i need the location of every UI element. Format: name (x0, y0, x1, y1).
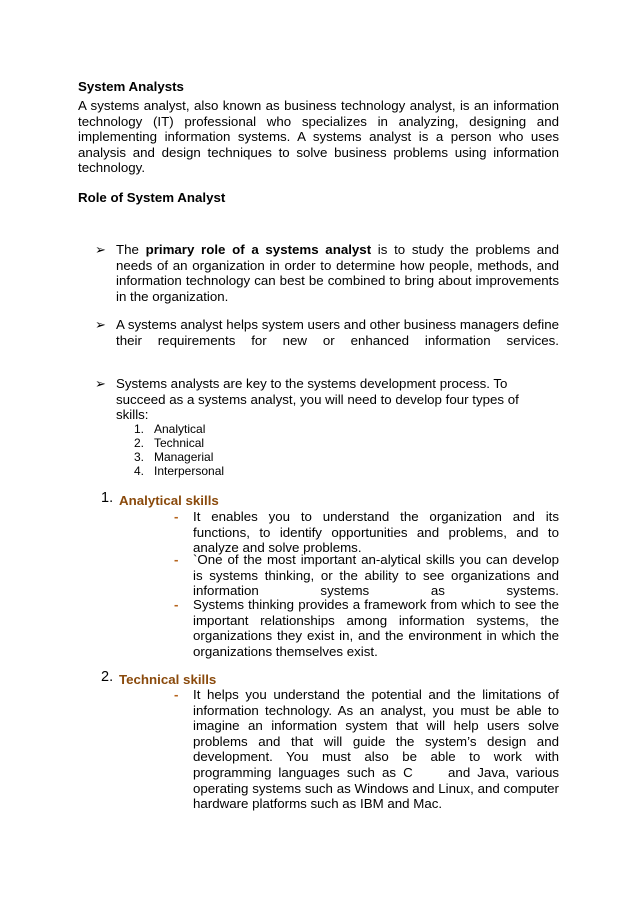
role-bullet-3: Systems analysts are key to the systems development process. To succeed as a systems analyst, you will need to develop four types of skills: (116, 376, 519, 423)
arrow-bullet-icon: ➢ (95, 317, 106, 332)
list-number: 3. (134, 450, 145, 464)
list-item (134, 450, 224, 464)
list-label: Technical (154, 436, 205, 450)
analytical-point-3: Systems thinking provides a framework from which to see the important relationships among information systems, the organizations they exist in, and the environment in which the organizations themselves exist. (193, 597, 559, 659)
list-label: Managerial (154, 450, 214, 464)
role-bullet-2: A systems analyst helps system users and other business managers define their requirements for new or enhanced information services. (116, 317, 559, 348)
dash-bullet-icon: - (174, 687, 179, 702)
analytical-point-1: It enables you to understand the organization and its functions, to identify opportunities and problems, and to analyze and solve problems. (193, 509, 559, 556)
bullet-text: The (116, 242, 146, 257)
technical-point-1: It helps you understand the potential and the limitations of information technology. As an analyst, you must be able to imagine an information system that will help users solve problems and that will guide the system’s design and development. You must also be able to work with programming languages such as C and Java, various operating systems such as Windows and Linux, and computer hardware platforms such as IBM and Mac. (193, 687, 563, 812)
list-number: 1. (134, 422, 145, 436)
bullet-emphasis: primary role of a systems analyst (145, 242, 372, 257)
list-item (134, 436, 224, 450)
analytical-point-2 (193, 552, 559, 599)
section-title-analytical: Analytical skills (119, 493, 219, 508)
list-number: 4. (134, 464, 145, 478)
dash-bullet-icon: - (174, 597, 179, 612)
list-item (134, 422, 224, 436)
skills-list (134, 422, 224, 478)
list-item (134, 464, 224, 478)
dash-bullet-icon: - (174, 509, 179, 524)
intro-paragraph: A systems analyst, also known as business technology analyst, is an information technology (IT) professional who specializes in analyzing, designing and implementing information systems. A systems analyst is a person who uses analysis and design techniques to solve business problems using information technology. (78, 98, 559, 176)
role-heading: Role of System Analyst (78, 190, 226, 205)
list-label: Analytical (154, 422, 206, 436)
page-title: System Analysts (78, 79, 184, 94)
section-title-technical: Technical skills (119, 672, 217, 687)
dash-bullet-icon: - (174, 552, 179, 567)
role-bullet-1 (116, 242, 559, 304)
list-number: 2. (134, 436, 145, 450)
section-number: 2. (101, 669, 114, 685)
section-number: 1. (101, 490, 114, 506)
bullet-text: is to study the problems and needs of an organization in order to determine how people, methods, and information technology can best be combined to bring about improvements in the organization. (116, 242, 559, 304)
list-label: Interpersonal (154, 464, 225, 478)
arrow-bullet-icon: ➢ (95, 242, 106, 257)
arrow-bullet-icon: ➢ (95, 376, 106, 391)
analytical-point-2-text: `One of the most important an-alytical skills you can develop is systems thinking, or the ability to see organizations and information systems as systems. (193, 552, 559, 599)
